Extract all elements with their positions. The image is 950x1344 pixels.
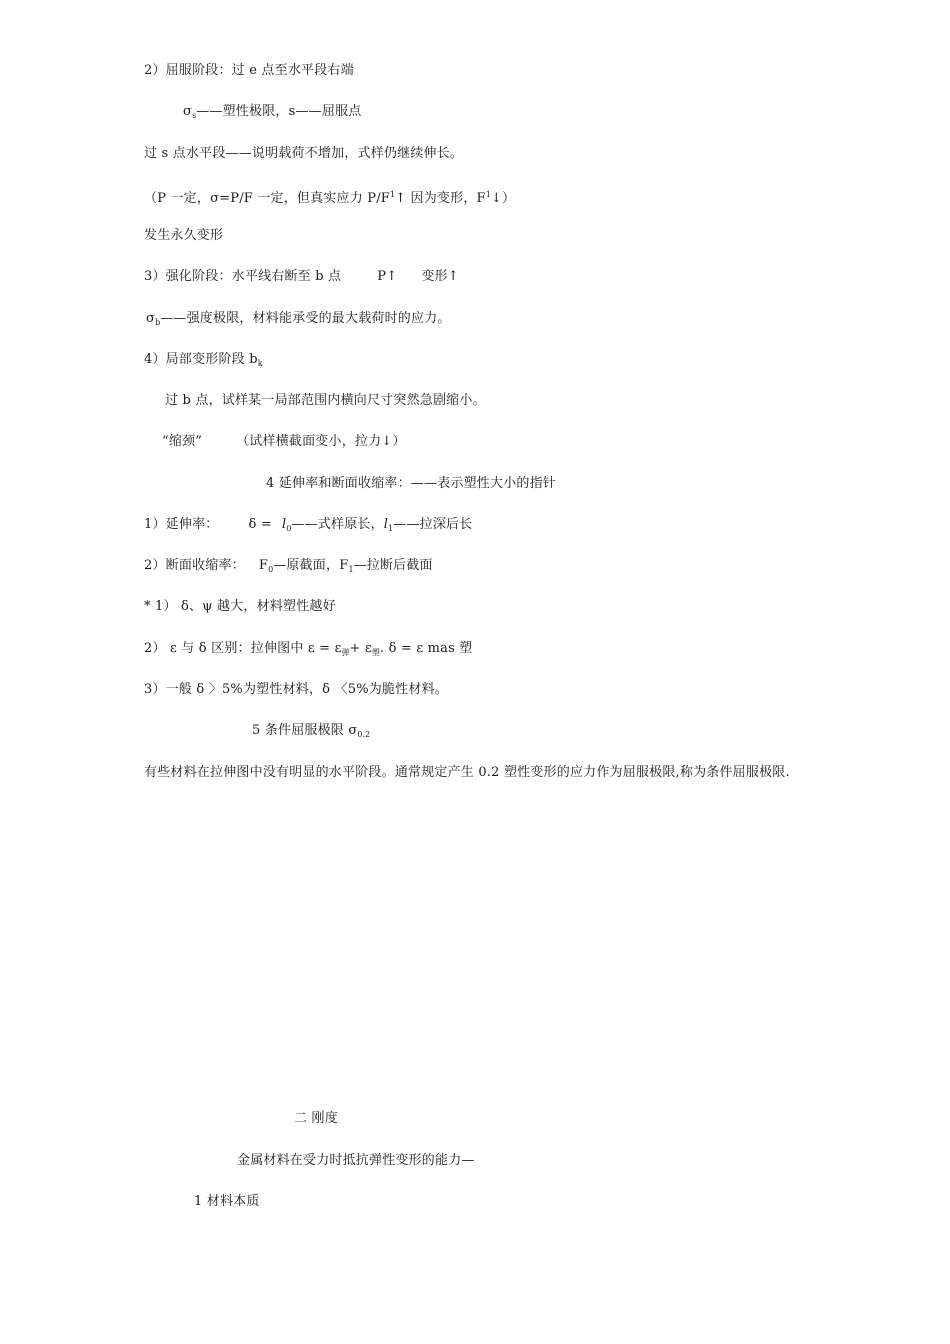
material-nature-item: 1 材料本质 bbox=[194, 1194, 260, 1209]
necking-explanation: （试样横截面变小，拉力↓） bbox=[236, 434, 406, 449]
plasticity-note-1: * 1） δ、ψ 越大，材料塑性越好 bbox=[144, 599, 336, 614]
conditional-yield-description: 有些材料在拉伸图中没有明显的水平阶段。通常规定产生 0.2 塑性变形的应力作为屈服极限,称为条件屈服极限. bbox=[144, 765, 790, 780]
original-section-text: —原截面，F bbox=[273, 558, 349, 573]
sigma-b-symbol: σ bbox=[146, 311, 156, 326]
plastic-limit-text: ——塑性极限，s——屈服点 bbox=[196, 104, 362, 119]
subscript-k: k bbox=[257, 359, 263, 368]
true-stress-note bbox=[144, 186, 515, 208]
elongation-label: 1）延伸率： bbox=[144, 517, 219, 532]
plasticity-note-3: 3）一般 δ 〉5%为塑性材料，δ 〈5%为脆性材料。 bbox=[144, 682, 448, 697]
subscript-elastic: 弹 bbox=[341, 648, 350, 657]
subscript-b: b bbox=[155, 318, 161, 327]
necking-term bbox=[162, 433, 406, 451]
subscript-1: 1 bbox=[388, 524, 394, 533]
hardening-stage-heading bbox=[144, 268, 459, 286]
subscript-s: s bbox=[192, 111, 197, 120]
strength-limit-text: ——强度极限，材料能承受的最大载荷时的应力。 bbox=[160, 311, 451, 326]
horizontal-segment-note: 过 s 点水平段——说明载荷不增加，式样仍继续伸长。 bbox=[144, 146, 464, 161]
stiffness-heading: 二 刚度 bbox=[294, 1111, 338, 1126]
necking-description: 过 b 点，试样某一局部范围内横向尺寸突然急剧缩小。 bbox=[165, 393, 486, 408]
true-stress-text-b: ↑ 因为变形，F bbox=[395, 191, 486, 206]
subscript-f0: 0 bbox=[268, 565, 274, 574]
section-4-title: 4 延伸率和断面收缩率：——表示塑性大小的指针 bbox=[266, 476, 557, 491]
subscript-0: 0 bbox=[286, 524, 292, 533]
epsilon-delta-text: 2） ε 与 δ 区别：拉伸图中 ε = ε bbox=[144, 641, 342, 656]
yield-stage-heading: 2）屈服阶段：过 e 点至水平段右端 bbox=[144, 63, 354, 78]
subscript-f1: 1 bbox=[348, 565, 354, 574]
original-length-text: ——式样原长， bbox=[291, 517, 384, 532]
subscript-plastic: 塑 bbox=[371, 648, 380, 657]
epsilon-plus: + ε bbox=[349, 641, 372, 656]
local-deformation-heading bbox=[144, 351, 263, 373]
plastic-limit-definition bbox=[183, 103, 361, 125]
fractured-section-text: —拉断后截面 bbox=[353, 558, 433, 573]
elongation-definition bbox=[144, 516, 472, 538]
true-stress-text-c: ↓） bbox=[490, 191, 516, 206]
local-deformation-text: 4）局部变形阶段 b bbox=[144, 352, 258, 367]
superscript-1a: 1 bbox=[390, 190, 396, 199]
l1-symbol: l bbox=[383, 517, 389, 532]
sigma-symbol: σ bbox=[183, 104, 193, 119]
permanent-deformation-note: 发生永久变形 bbox=[144, 228, 224, 243]
stiffness-definition: 金属材料在受力时抵抗弹性变形的能力— bbox=[237, 1153, 475, 1168]
conditional-yield-text: 5 条件屈服极限 σ bbox=[252, 723, 358, 738]
l0-symbol: l bbox=[281, 517, 287, 532]
true-stress-text-a: （P 一定，σ=P/F 一定，但真实应力 P/F bbox=[144, 191, 391, 206]
necking-label: “缩颈” bbox=[162, 434, 203, 449]
delta-equals: δ = bbox=[248, 517, 272, 532]
deformation-increase-text: 变形↑ bbox=[421, 269, 459, 284]
strength-limit-definition bbox=[146, 310, 451, 332]
area-reduction-definition bbox=[144, 557, 433, 579]
plasticity-note-2 bbox=[144, 640, 473, 662]
superscript-1b: 1 bbox=[485, 190, 491, 199]
delta-equals-epsilon: . δ = ε mas 塑 bbox=[379, 641, 473, 656]
subscript-02: 0.2 bbox=[357, 730, 371, 739]
area-reduction-label: 2）断面收缩率： bbox=[144, 558, 245, 573]
hardening-stage-text: 3）强化阶段：水平线右断至 b 点 bbox=[144, 269, 342, 284]
section-5-title bbox=[252, 722, 370, 744]
load-increase-text: P↑ bbox=[377, 269, 398, 284]
drawn-length-text: ——拉深后长 bbox=[393, 517, 473, 532]
f0-symbol: F bbox=[258, 558, 269, 573]
